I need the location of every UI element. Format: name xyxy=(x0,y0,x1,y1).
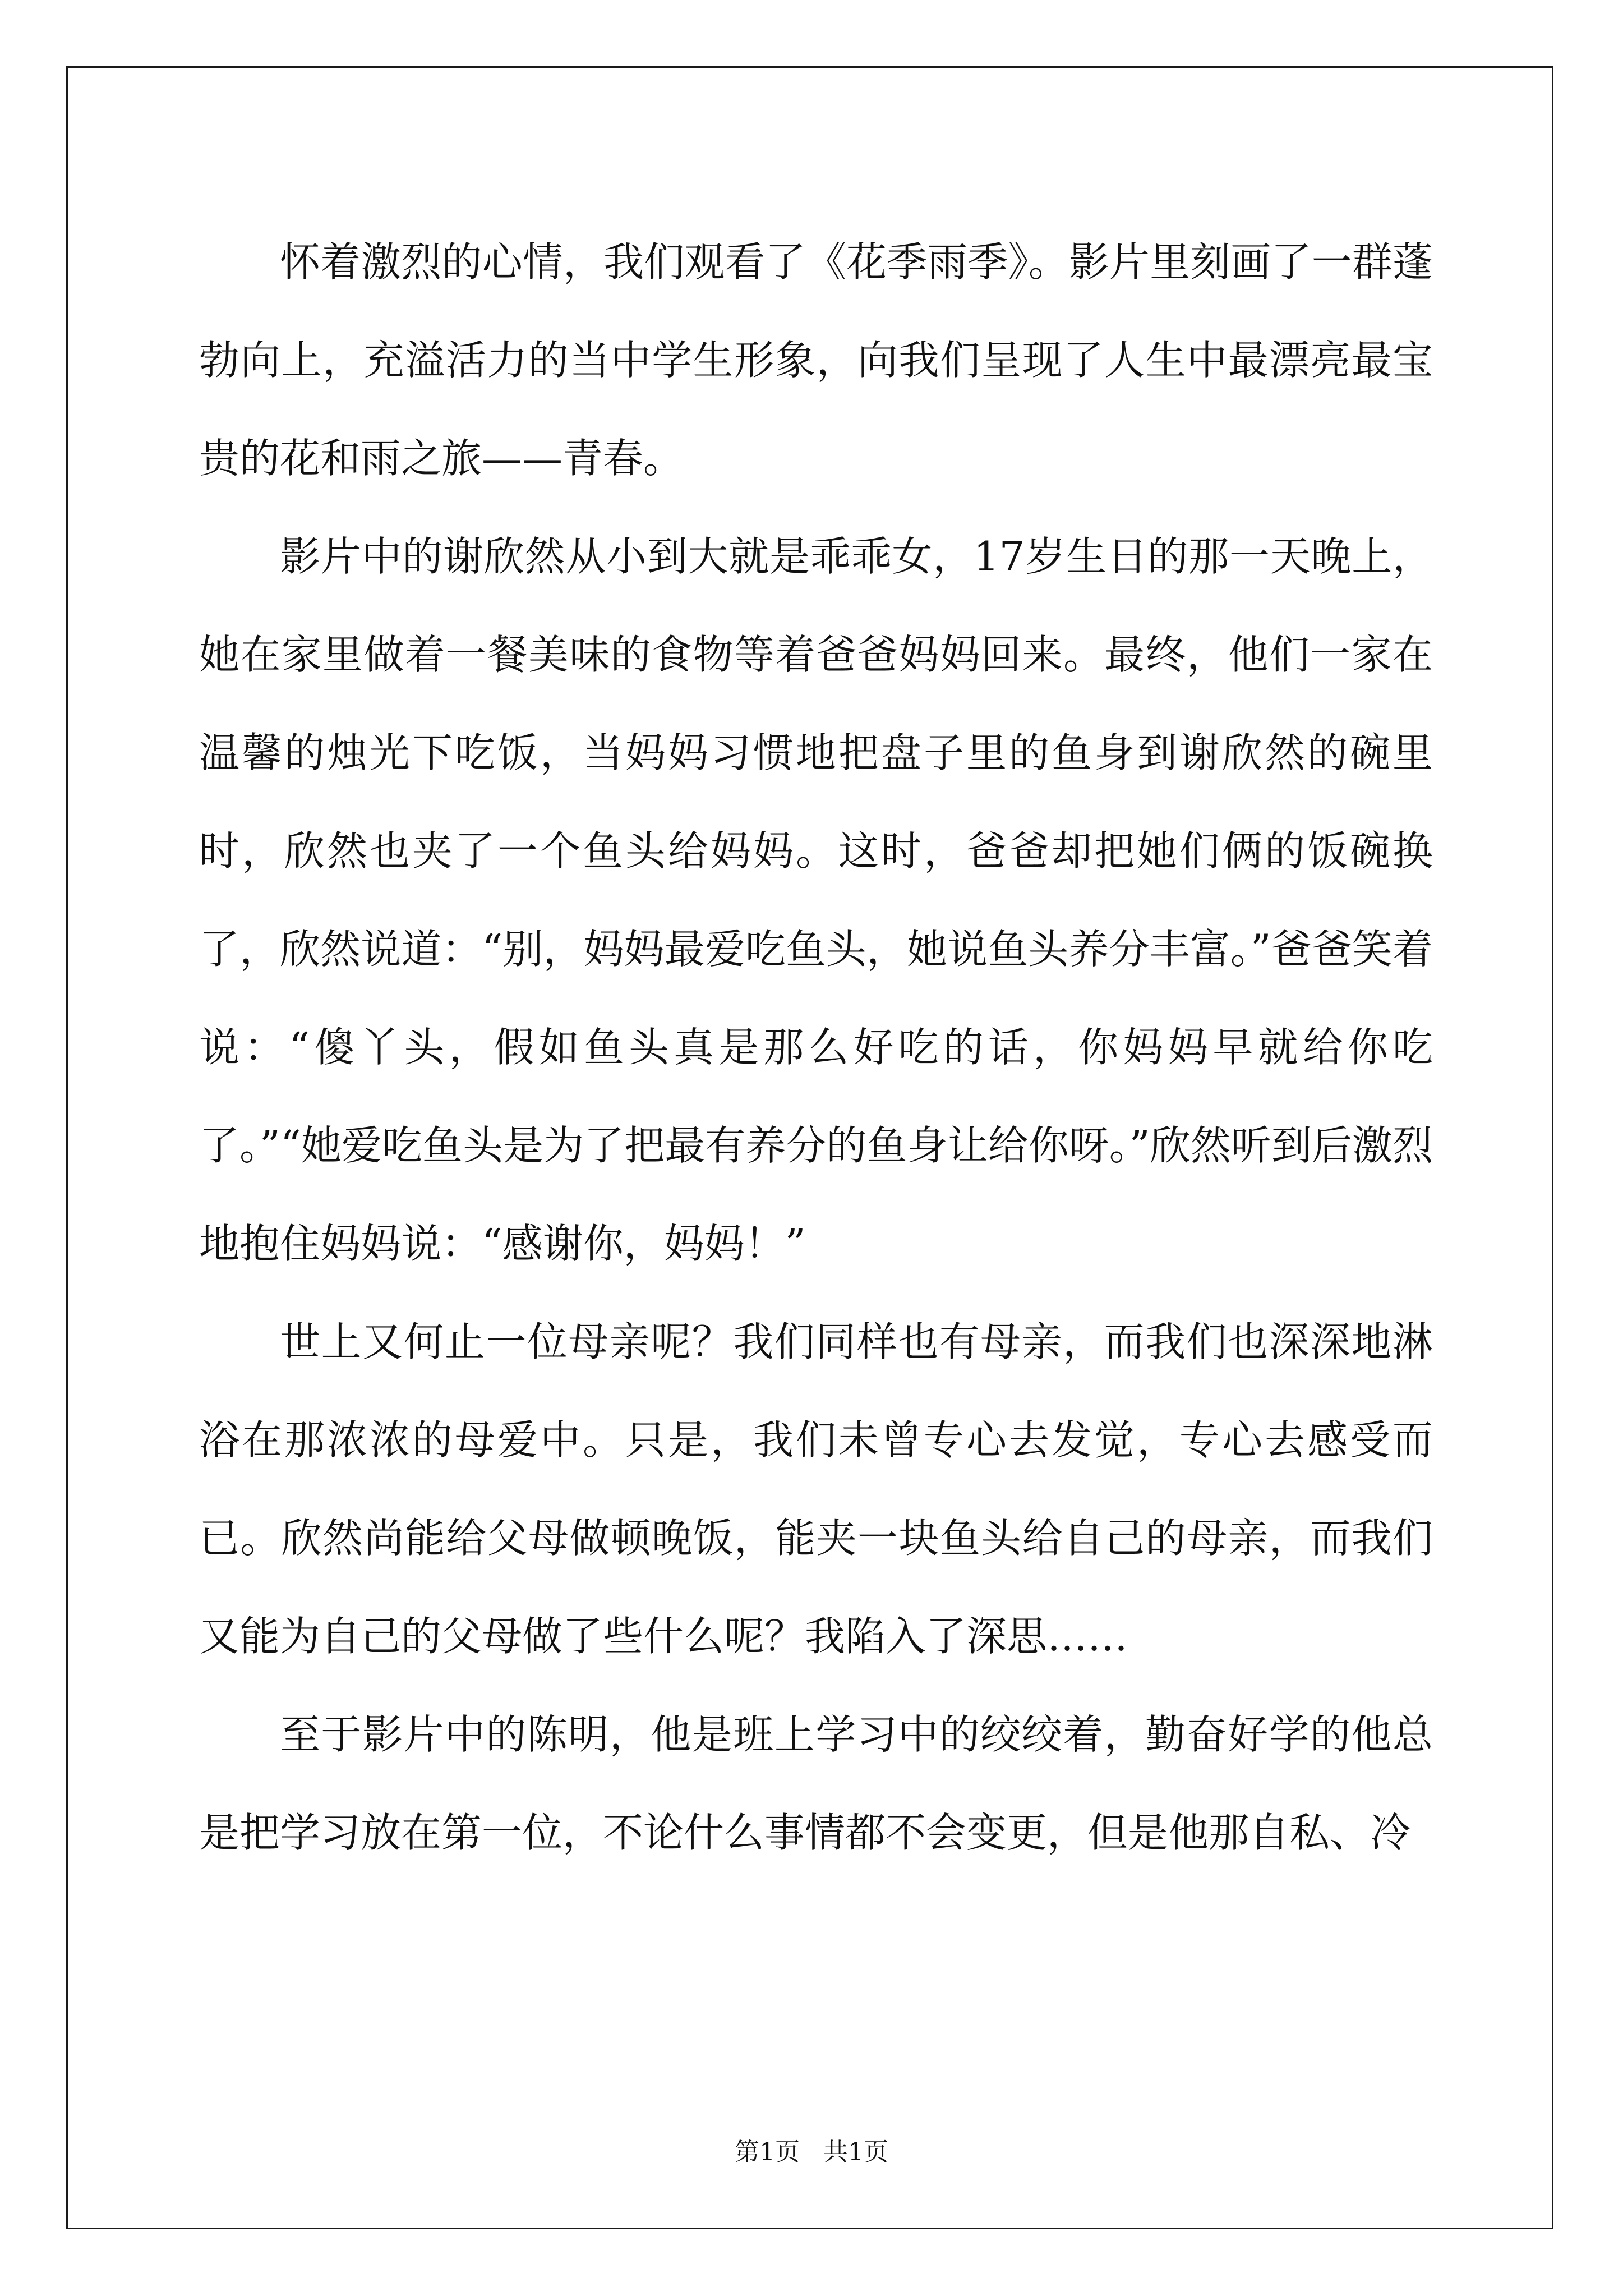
page-number-total: 共1页 xyxy=(823,2138,888,2166)
document-body xyxy=(199,213,1433,1882)
paragraph-3: 世上又何止一位母亲呢？我们同样也有母亲，而我们也深深地淋浴在那浓浓的母爱中。只是，我们未曾专心去发觉，专心去感受而已。欣然尚能给父母做顿晚饭，能夹一块鱼头给自己的母亲，而我们又能为自己的父母做了些什么呢？我陷入了深思…… xyxy=(199,1318,1433,1660)
page-number-current: 第1页 xyxy=(735,2138,800,2166)
paragraph-2: 影片中的谢欣然从小到大就是乖乖女，17岁生日的那一天晚上，她在家里做着一餐美味的食物等着爸爸妈妈回来。最终，他们一家在温馨的烛光下吃饭，当妈妈习惯地把盘子里的鱼身到谢欣然的碗里时，欣然也夹了一个鱼头给妈妈。这时，爸爸却把她们俩的饭碗换了，欣然说道：“别，妈妈最爱吃鱼头，她说鱼头养分丰富。”爸爸笑着说：“傻丫头，假如鱼头真是那么好吃的话，你妈妈早就给你吃了。”“她爱吃鱼头是为了把最有养分的鱼身让给你呀。”欣然听到后激烈地抱住妈妈说：“感谢你，妈妈！” xyxy=(199,533,1433,1267)
page-footer xyxy=(0,2132,1623,2168)
paragraph-1: 怀着激烈的心情，我们观看了《花季雨季》。影片里刻画了一群蓬勃向上，充溢活力的当中学生形象，向我们呈现了人生中最漂亮最宝贵的花和雨之旅——青春。 xyxy=(199,238,1433,482)
paragraph-4: 至于影片中的陈明，他是班上学习中的绞绞着，勤奋好学的他总是把学习放在第一位，不论什么事情都不会变更，但是他那自私、冷 xyxy=(199,1711,1433,1856)
